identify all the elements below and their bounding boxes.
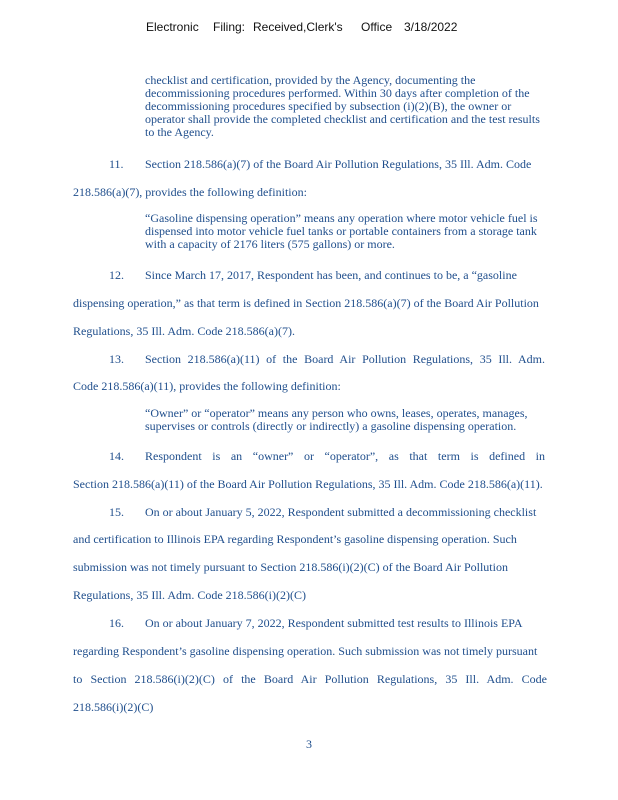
header-received: Received,Clerk's <box>253 20 343 34</box>
definition-quote-gasoline <box>145 212 585 251</box>
paragraph-text: Regulations, 35 Ill. Adm. Code 218.586(a)(7). <box>73 324 295 338</box>
paragraph-text: 218.586(a)(7), provides the following definition: <box>73 185 307 199</box>
quote-line: “Gasoline dispensing operation” means any operation where motor vehicle fuel is <box>145 211 538 225</box>
paragraph-text: dispensing operation,” as that term is defined in Section 218.586(a)(7) of the Board Air Pollution <box>73 296 539 310</box>
paragraph-text: Section 218.586(a)(7) of the Board Air Pollution Regulations, 35 Ill. Adm. Code <box>145 157 532 171</box>
paragraph-text: Code 218.586(a)(11), provides the following definition: <box>73 379 341 393</box>
quote-line: with a capacity of 2176 liters (575 gallons) or more. <box>145 237 395 251</box>
paragraph-text: submission was not timely pursuant to Section 218.586(i)(2)(C) of the Board Air Pollution <box>73 560 508 574</box>
paragraph-number: 15. <box>109 505 124 519</box>
paragraph-text: On or about January 5, 2022, Respondent submitted a decommissioning checklist <box>145 505 537 519</box>
paragraph-text: Section 218.586(a)(11) of the Board Air Pollution Regulations, 35 Ill. Adm. <box>145 352 545 366</box>
header-office: Office <box>361 20 393 34</box>
paragraph-number: 13. <box>109 352 124 366</box>
quote-line: decommissioning procedures specified by subsection (i)(2)(B), the owner or <box>145 99 512 113</box>
paragraph-text: Section 218.586(a)(11) of the Board Air Pollution Regulations, 35 Ill. Adm. Code 218.586(a)(11). <box>73 477 543 491</box>
paragraph-text: 218.586(i)(2)(C) <box>73 700 154 714</box>
paragraph-text: Since March 17, 2017, Respondent has been, and continues to be, a “gasoline <box>145 268 517 282</box>
paragraph-text: to Section 218.586(i)(2)(C) of the Board Air Pollution Regulations, 35 Ill. Adm. Code <box>73 672 547 686</box>
header-date: 3/18/2022 <box>404 20 458 34</box>
paragraph-text: On or about January 7, 2022, Respondent submitted test results to Illinois EPA <box>145 616 523 630</box>
paragraph-number: 12. <box>109 268 124 282</box>
paragraph-number: 16. <box>109 616 124 630</box>
continuation-quote <box>145 74 585 139</box>
paragraph-number: 14. <box>109 449 124 463</box>
paragraph-text: regarding Respondent’s gasoline dispensing operation. Such submission was not timely pursuant <box>73 644 538 658</box>
paragraph-text: Regulations, 35 Ill. Adm. Code 218.586(i)(2)(C) <box>73 588 306 602</box>
page-number: 3 <box>306 737 312 751</box>
quote-line: checklist and certification, provided by the Agency, documenting the <box>145 73 476 87</box>
quote-line: dispensed into motor vehicle fuel tanks or portable containers from a storage tank <box>145 224 537 238</box>
quote-line: supervises or controls (directly or indirectly) a gasoline dispensing operation. <box>145 419 517 433</box>
quote-line: “Owner” or “operator” means any person who owns, leases, operates, manages, <box>145 406 528 420</box>
paragraph-text: and certification to Illinois EPA regarding Respondent’s gasoline dispensing operation. Such <box>73 532 517 546</box>
header-filing: Filing: <box>213 20 246 34</box>
paragraph-number: 11. <box>109 157 124 171</box>
quote-line: decommissioning procedures performed. Within 30 days after completion of the <box>145 86 530 100</box>
quote-line: operator shall provide the completed checklist and certification and the test results <box>145 112 540 126</box>
definition-quote-owner <box>145 407 585 433</box>
header-electronic: Electronic <box>146 20 199 34</box>
quote-line: to the Agency. <box>145 125 214 139</box>
paragraph-text: Respondent is an “owner” or “operator”, as that term is defined in <box>145 449 545 463</box>
